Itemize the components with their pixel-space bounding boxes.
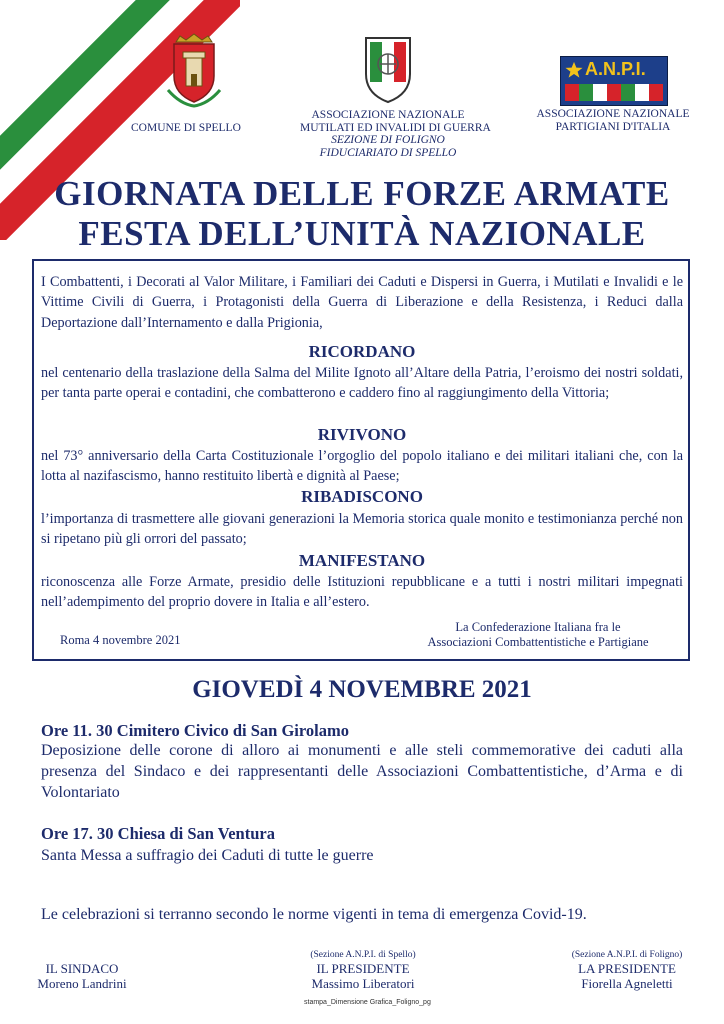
confederation-signature bbox=[400, 620, 676, 650]
signature-anpi-foligno bbox=[552, 949, 702, 991]
event-1-description: Deposizione delle corone di alloro ai monumenti e alle steli commemorative dei caduti alla presenza del Sindaco e dei rappresentanti delle Associazioni Combattentistiche, d’Arma e di Volontariato bbox=[41, 742, 683, 801]
star-icon bbox=[565, 61, 583, 79]
heading-manifestano: MANIFESTANO bbox=[298, 551, 426, 570]
heading-rivivono: RIVIVONO bbox=[317, 425, 407, 444]
spello-caption: COMUNE DI SPELLO bbox=[131, 122, 241, 134]
mutilati-line3: SEZIONE DI FOLIGNO bbox=[331, 134, 445, 146]
heading-ribadiscono: RIBADISCONO bbox=[301, 487, 423, 506]
signature-anpi-foligno-role: LA PRESIDENTE bbox=[578, 961, 676, 976]
text-ricordano: nel centenario della traslazione della Salma del Milite Ignoto all’Altare della Patria, l’eroismo dei nostri soldati, per tanta parte operai e contadini, che combatterono e caddero fino al raggiungimento della Vittoria; bbox=[41, 365, 683, 402]
text-ribadiscono: l’importanza di trasmettere alle giovani generazioni la Memoria storica quale monito e testimonianza perché non si ripetano più gli orrori del passato; bbox=[41, 511, 683, 548]
signature-anpi-spello-role: IL PRESIDENTE bbox=[316, 961, 410, 976]
signature-anpi-foligno-section: (Sezione A.N.P.I. di Foligno) bbox=[571, 950, 683, 960]
proclamation-intro: I Combattenti, i Decorati al Valor Militare, i Familiari dei Caduti e Dispersi in Guerra, i Mutilati e Invalidi e le Vittime Civili di Guerra, i Protagonisti della Guerra di Liberazione e della Resistenza, i Reduci dalla Deportazione dall’Internamento e dalla Prigionia, bbox=[41, 274, 683, 331]
title-line1: GIORNATA DELLE FORZE ARMATE bbox=[54, 174, 670, 213]
signature-anpi-foligno-name: Fiorella Agneletti bbox=[581, 976, 673, 991]
print-credit: stampa_Dimensione Grafica_Foligno_pg bbox=[304, 999, 431, 1006]
mutilati-caption bbox=[300, 109, 491, 159]
anpi-line1: ASSOCIAZIONE NAZIONALE bbox=[536, 108, 690, 120]
signature-anpi-spello-section: (Sezione A.N.P.I. di Spello) bbox=[310, 950, 416, 960]
anpi-flag-stripes bbox=[565, 84, 663, 101]
anpi-caption bbox=[527, 108, 699, 133]
heading-ricordano: RICORDANO bbox=[308, 342, 416, 361]
spello-coat-of-arms-icon bbox=[166, 32, 222, 108]
place-date: Roma 4 novembre 2021 bbox=[60, 633, 181, 647]
mutilati-line2: MUTILATI ED INVALIDI DI GUERRA bbox=[300, 121, 491, 134]
signature-sindaco-role: IL SINDACO bbox=[45, 961, 119, 976]
anpi-badge-label: A.N.P.I. bbox=[585, 59, 646, 79]
mutilati-line4: FIDUCIARIATO DI SPELLO bbox=[319, 146, 457, 159]
anpi-badge bbox=[560, 56, 668, 106]
event-2-time-place: Ore 17. 30 Chiesa di San Ventura bbox=[41, 824, 275, 843]
event-1-time-place: Ore 11. 30 Cimitero Civico di San Girolamo bbox=[41, 721, 349, 740]
confederation-line2: Associazioni Combattentistiche e Partigiane bbox=[427, 635, 649, 649]
confederation-line1: La Confederazione Italiana fra le bbox=[455, 620, 621, 634]
text-rivivono: nel 73° anniversario della Carta Costituzionale l’orgoglio del popolo italiano e dei militari italiani che, con la lotta al nazifascismo, hanno restituito libertà e dignità al Paese; bbox=[41, 448, 683, 485]
event-date-heading: GIOVEDÌ 4 NOVEMBRE 2021 bbox=[192, 676, 532, 703]
signature-sindaco-name: Moreno Landrini bbox=[37, 976, 127, 991]
covid-note: Le celebrazioni si terranno secondo le norme vigenti in tema di emergenza Covid-19. bbox=[41, 906, 587, 923]
mutilati-line1: ASSOCIAZIONE NAZIONALE bbox=[311, 109, 465, 121]
title-line2: FESTA DELL’UNITÀ NAZIONALE bbox=[78, 214, 646, 253]
signature-anpi-spello-name: Massimo Liberatori bbox=[311, 976, 415, 991]
mutilati-shield-icon bbox=[364, 34, 412, 104]
signature-sindaco bbox=[32, 961, 132, 991]
anpi-line2: PARTIGIANI D'ITALIA bbox=[555, 120, 671, 133]
signature-anpi-spello bbox=[290, 949, 436, 991]
text-manifestano: riconoscenza alle Forze Armate, presidio delle Istituzioni repubblicane e a tutti i nostri militari impegnati nell’adempimento del proprio dovere in Italia e all’estero. bbox=[41, 574, 683, 611]
event-2-description: Santa Messa a suffragio dei Caduti di tutte le guerre bbox=[41, 847, 374, 864]
